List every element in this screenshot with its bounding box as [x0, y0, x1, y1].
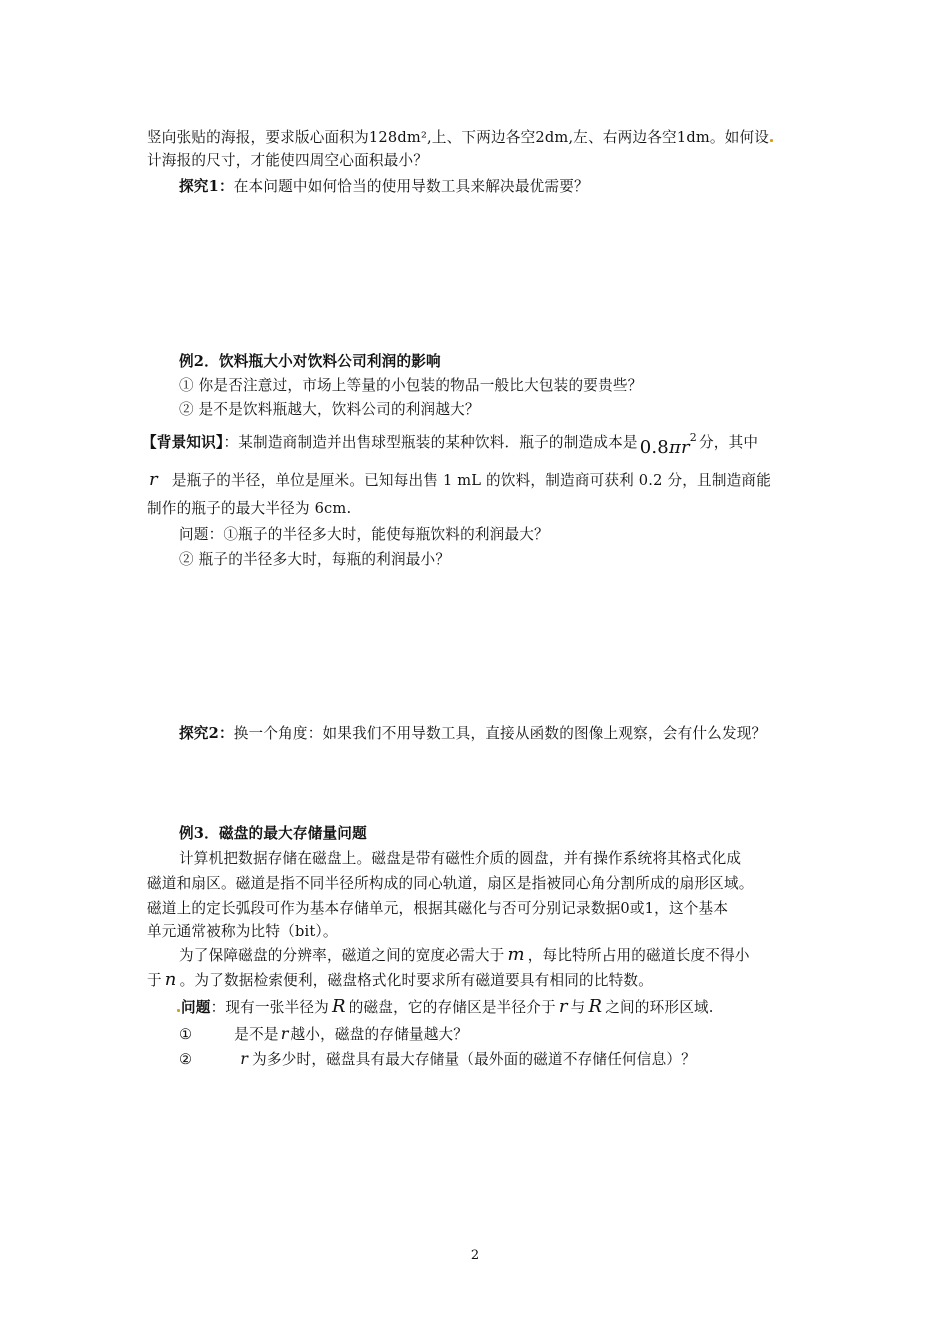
- example2-problem2: ② 瓶子的半径多大时，每瓶的利润最小？: [179, 551, 451, 568]
- n-symbol: n: [164, 969, 177, 990]
- background-line3: 制作的瓶子的最大半径为 6cm.: [147, 500, 352, 517]
- example3-p1-line2: 磁道和扇区。磁道是指不同半径所构成的同心轨道，扇区是指被同心角分割所成的扇形区域。: [147, 875, 754, 892]
- cost-formula: $0.8\pi r^2$: [639, 431, 697, 458]
- example3-sub1: ① 是不是 r 越小，磁盘的存储量越大？: [179, 1024, 469, 1043]
- background-line1: 【背景知识】：某制造商制造并出售球型瓶装的某种饮料．瓶子的制造成本是 $0.8\pi r^2$ 分，其中: [142, 431, 759, 458]
- r-symbol: r: [558, 996, 568, 1017]
- example2-problem1: 问题：①瓶子的半径多大时，能使每瓶饮料的利润最大？: [179, 526, 549, 543]
- background-line2: r 是瓶子的半径，单位是厘米。已知每出售 1 mL 的饮料，制造商可获利 0.2 分，且制造商能: [149, 469, 772, 490]
- explore1-label: 探究1：: [179, 178, 234, 195]
- example3-problem: 问题：现有一张半径为 R 的磁盘，它的存储区是半径介于 r 与 R 之间的环形区域.: [176, 997, 714, 1018]
- example2-title: 例2．饮料瓶大小对饮料公司利润的影响: [179, 353, 441, 370]
- example3-title: 例3．磁盘的最大存储量问题: [179, 825, 367, 842]
- r-symbol: r: [240, 1049, 249, 1068]
- example1-line1: 竖向张贴的海报，要求版心面积为128dm²,上、下两边各空2dm,左、右两边各空1dm。如何设: [147, 128, 774, 148]
- R-symbol: R: [588, 996, 603, 1017]
- example3-p2-line1: 为了保障磁盘的分辨率，磁道之间的宽度必需大于 m ，每比特所占用的磁道长度不得小: [179, 944, 750, 965]
- marker-dot: [177, 1009, 180, 1012]
- example3-p1-line4: 单元通常被称为比特（bit）。: [147, 923, 338, 940]
- explore2-text: 换一个角度：如果我们不用导数工具，直接从函数的图像上观察，会有什么发现？: [233, 725, 767, 742]
- example2-question1: ① 你是否注意过，市场上等量的小包装的物品一般比大包装的要贵些？: [179, 377, 643, 394]
- example3-p2-line2: 于 n 。为了数据检索便利，磁盘格式化时要求所有磁道要具有相同的比特数。: [147, 969, 653, 990]
- explore1-line: [179, 177, 589, 197]
- example3-sub2: ② r 为多少时，磁盘具有最大存储量（最外面的磁道不存储任何信息）？: [179, 1049, 696, 1068]
- explore1-text: 在本问题中如何恰当的使用导数工具来解决最优需要？: [233, 178, 589, 195]
- background-label: 【背景知识】: [142, 433, 224, 451]
- problem-label: 问题: [181, 999, 211, 1016]
- page-number: 2: [470, 1248, 480, 1263]
- r-symbol: r: [280, 1024, 289, 1043]
- marker-dot: [770, 139, 773, 142]
- R-symbol: R: [331, 996, 346, 1017]
- example1-line2: 计海报的尺寸，才能使四周空心面积最小？: [147, 152, 429, 169]
- explore2-line: [179, 724, 766, 744]
- example3-p1-line1: 计算机把数据存储在磁盘上。磁盘是带有磁性介质的圆盘，并有操作系统将其格式化成: [179, 850, 742, 867]
- m-symbol: m: [507, 944, 525, 965]
- example3-p1-line3: 磁道上的定长弧段可作为基本存储单元，根据其磁化与否可分别记录数据0或1，这个基本: [147, 900, 729, 917]
- radius-symbol: r: [149, 469, 158, 490]
- example2-question2: ② 是不是饮料瓶越大，饮料公司的利润越大？: [179, 401, 480, 418]
- explore2-label: 探究2：: [179, 725, 234, 742]
